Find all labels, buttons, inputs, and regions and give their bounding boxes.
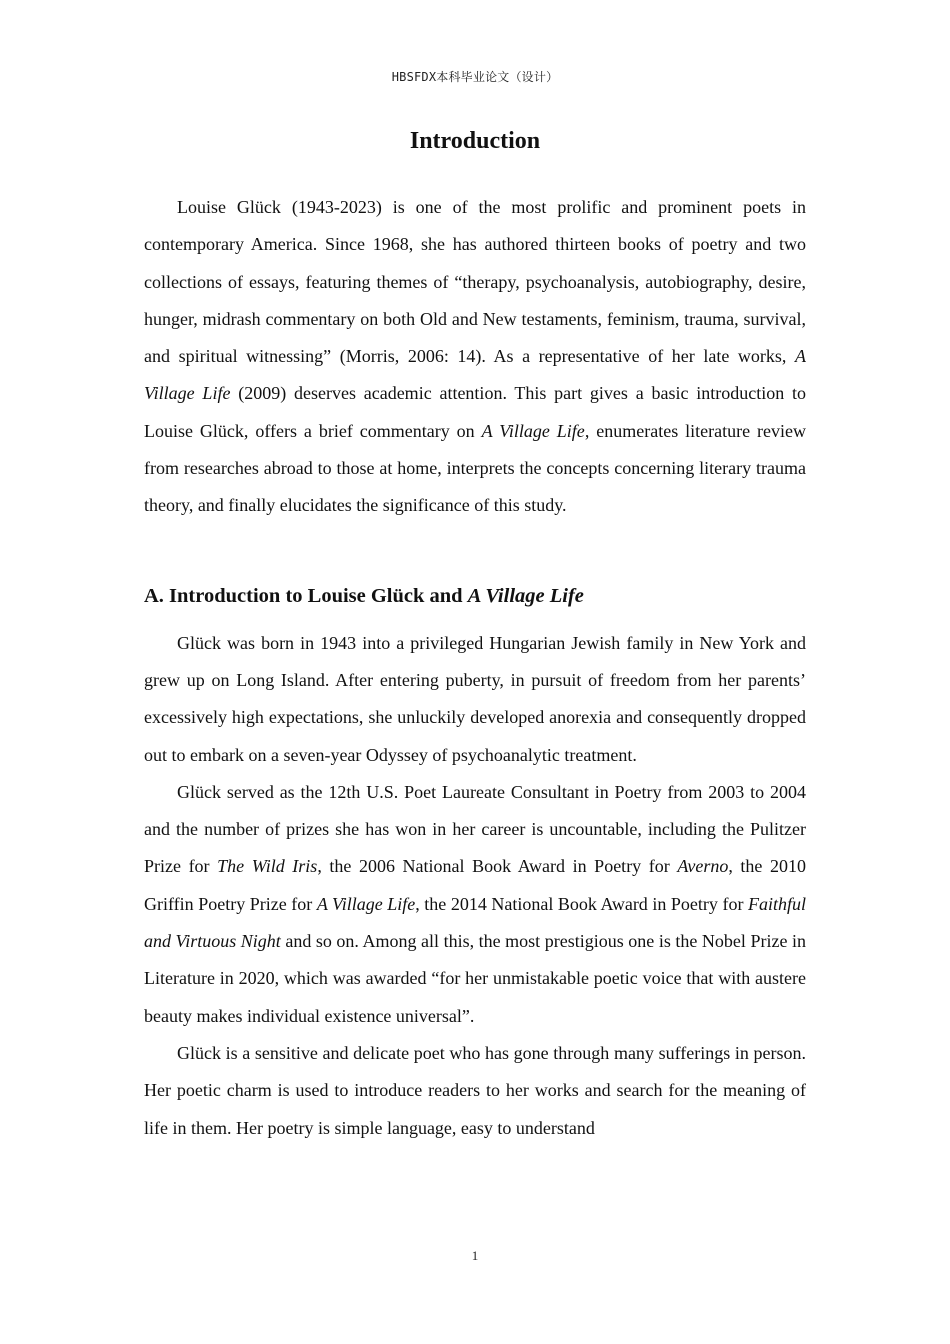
book-title: A Village Life bbox=[316, 893, 416, 914]
text-run: , enumerates literature review from researches abroad to those at home, interprets the concepts concerning literary trauma theory, and finally elucidates the significance of this study. bbox=[144, 420, 807, 516]
section-a-paragraph-2 bbox=[144, 774, 806, 1035]
section-a-paragraph-1: Glück was born in 1943 into a privileged Hungarian Jewish family in New York and grew up on Long Island. After entering puberty, in pursuit of freedom from her parents’ excessively high expectations, she unluckily developed anorexia and consequently dropped out to embark on a seven-year Odyssey of psychoanalytic treatment. bbox=[144, 632, 806, 765]
text-run: , the 2006 National Book Award in Poetry for bbox=[317, 856, 678, 877]
book-title: The Wild Iris bbox=[217, 856, 318, 877]
text-run: and so on. Among all this, the most prestigious one is the Nobel Prize in Literature in 2020, which was awarded “for her unmistakable poetic voice that with austere beauty makes individual existence universal”. bbox=[144, 931, 806, 1026]
intro-paragraph bbox=[144, 189, 806, 525]
page-number: 1 bbox=[471, 1248, 479, 1263]
chapter-title: Introduction bbox=[409, 128, 541, 154]
book-title: Averno bbox=[677, 856, 729, 877]
running-header: HBSFDX本科毕业论文（设计） bbox=[391, 70, 559, 84]
text-run: , the 2010 Griffin Poetry Prize for bbox=[144, 856, 806, 914]
text-run: (2009) deserves academic attention. This part gives a basic introduction to Louise Glück, offers a brief commentary on bbox=[144, 383, 806, 441]
book-title: A Village Life bbox=[481, 420, 585, 441]
book-title: A Village Life bbox=[144, 346, 806, 404]
section-heading-a bbox=[144, 579, 806, 613]
text-run: Louise Glück (1943-2023) is one of the most prolific and prominent poets in contemporary America. Since 1968, she has authored thirteen books of poetry and two collections of essays, featuring themes of “therapy, psychoanalysis, autobiography, desire, hunger, midrash commentary on both Old and New testaments, feminism, trauma, survival, and spiritual witnessing” (Morris, 2006: 14). As a representative of her late works, bbox=[144, 197, 806, 367]
book-title: Faithful and Virtuous Night bbox=[144, 893, 806, 952]
text-run: Glück served as the 12th U.S. Poet Laureate Consultant in Poetry from 2003 to 2004 and the number of prizes she has won in her career is uncountable, including the Pulitzer Prize for bbox=[144, 781, 806, 877]
page-content bbox=[144, 124, 806, 1147]
section-a-paragraph-3: Glück is a sensitive and delicate poet who has gone through many sufferings in person. Her poetic charm is used to introduce readers to her works and search for the meaning of life in them. Her poetry is simple language, easy to understand bbox=[144, 1042, 806, 1138]
text-run: , the 2014 National Book Award in Poetry for bbox=[415, 893, 748, 914]
heading-text: A. Introduction to Louise Glück and bbox=[144, 584, 468, 607]
heading-book-title: A Village Life bbox=[467, 584, 584, 607]
